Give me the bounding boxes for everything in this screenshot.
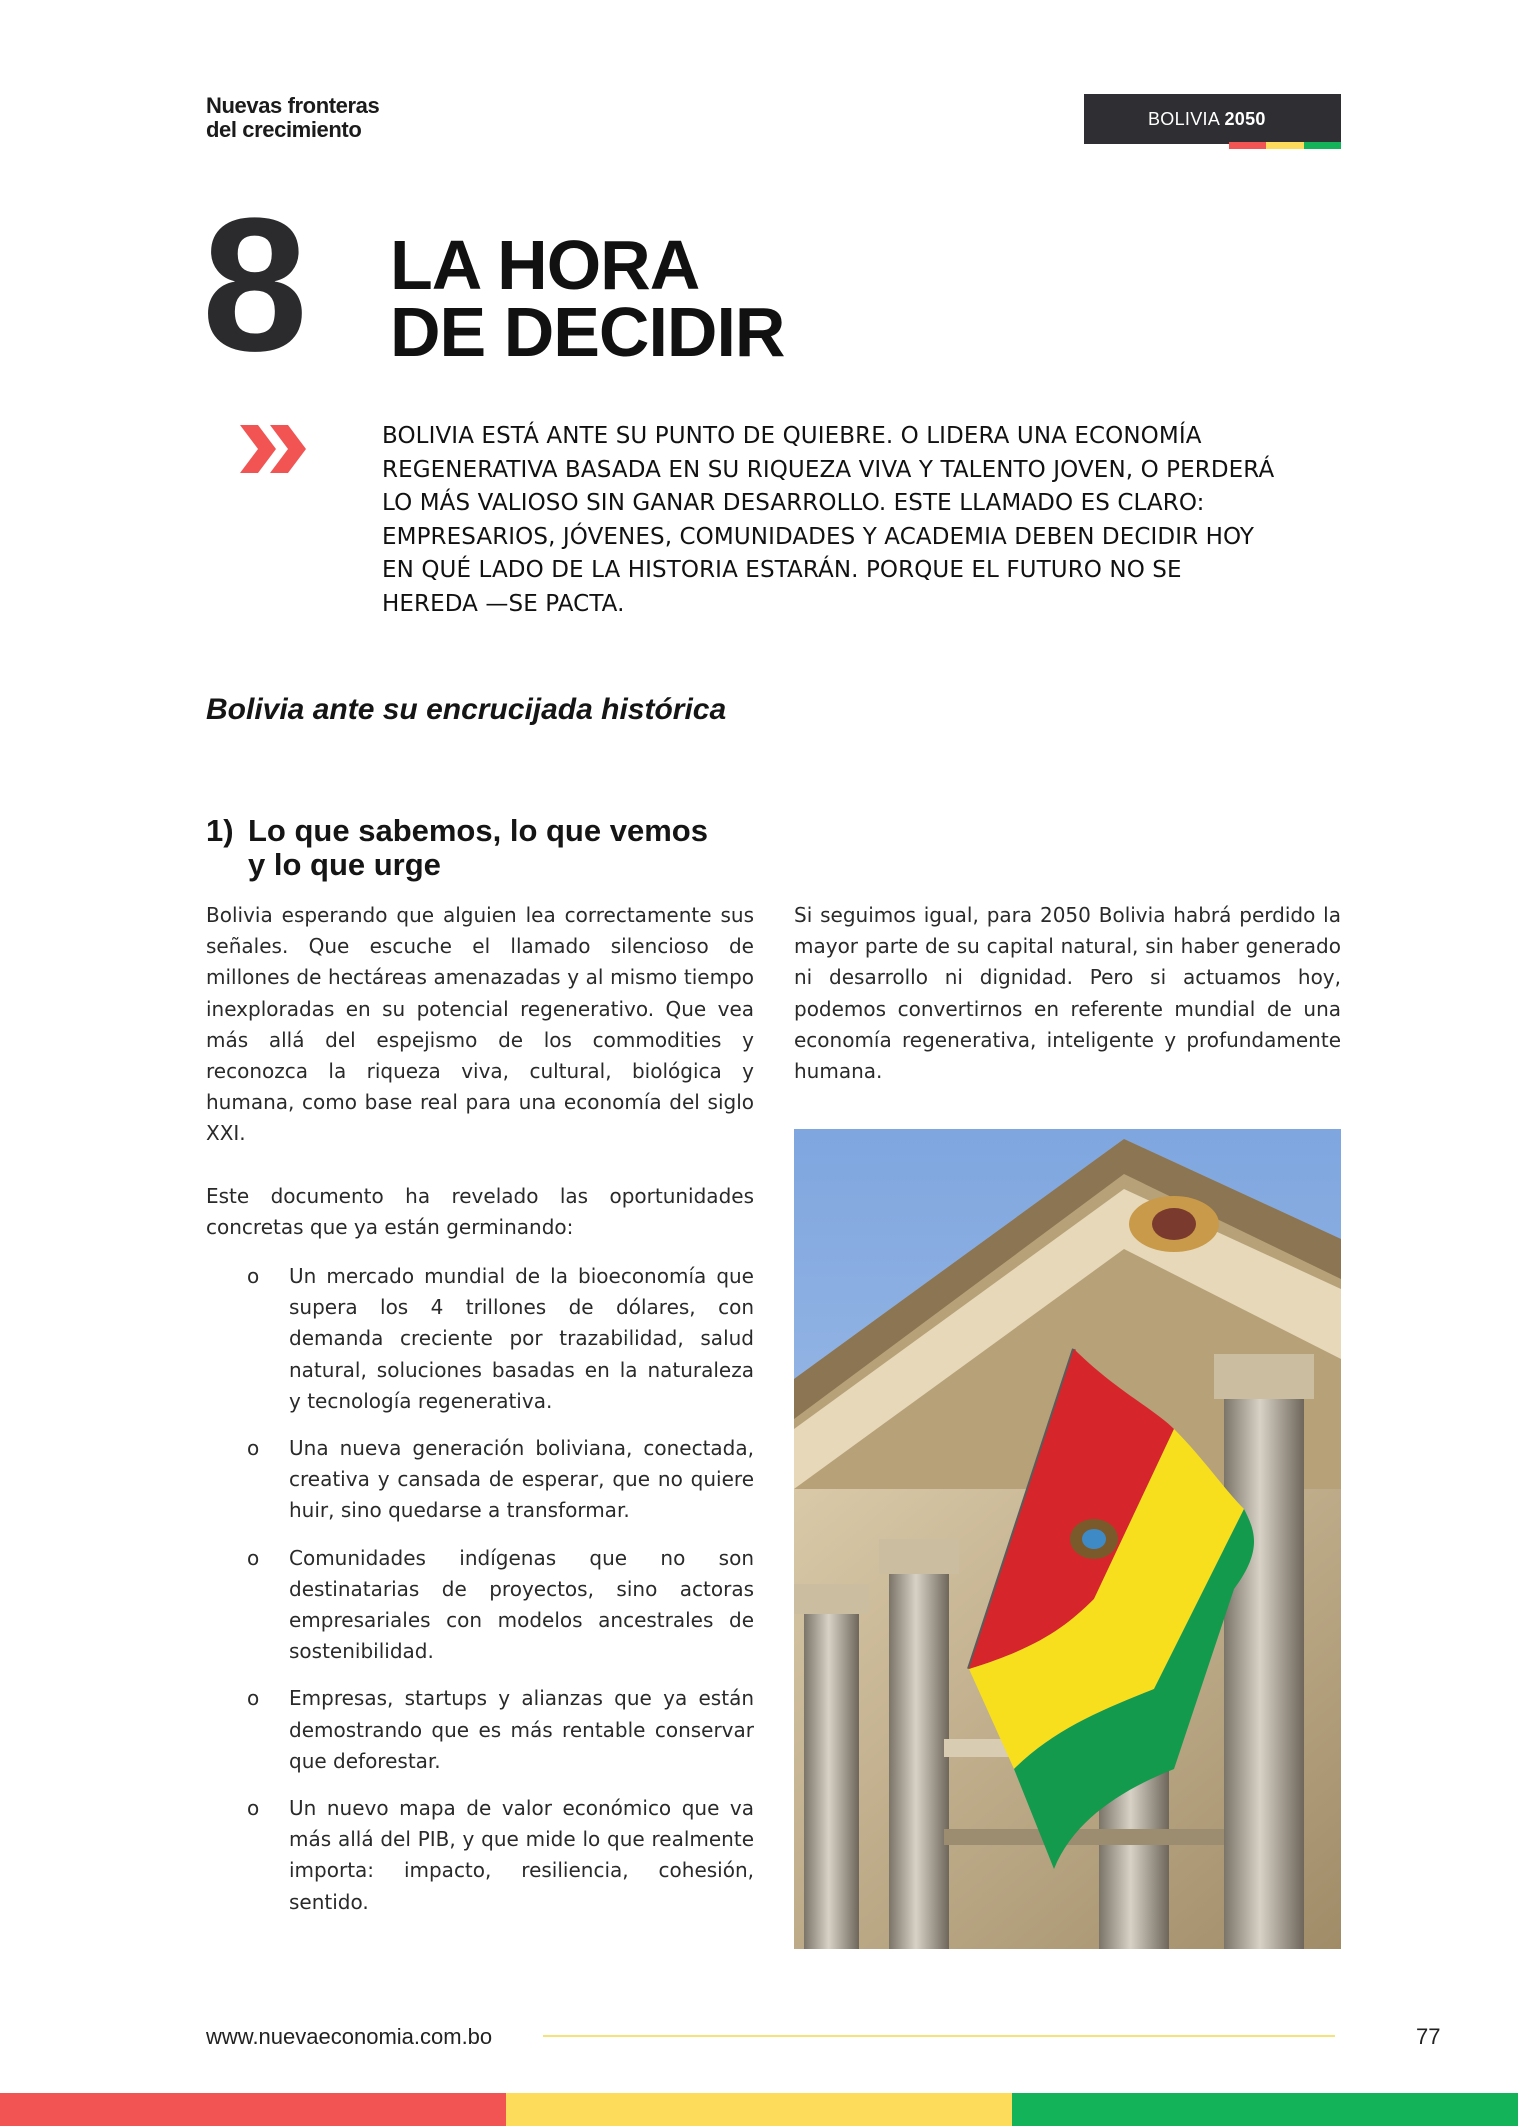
footer-flag-stripes [0,2093,1518,2126]
left-column [206,900,754,1934]
list-item [206,1793,754,1918]
chapter-title-line-2: DE DECIDIR [390,293,785,371]
header-brand [206,94,379,142]
chapter-title-line-1: LA HORA [390,226,700,304]
bullet-marker: o [247,1796,260,1821]
subheading [206,814,708,882]
list-item-text: Una nueva generación boliviana, conectada, creativa y cansada de esperar, que no quiere huir, sino quedarse a transformar. [289,1436,754,1523]
page-number: 77 [1416,2024,1441,2049]
footer-stripe-yellow [506,2093,1012,2126]
badge-stripe-red [1229,142,1266,149]
subheading-line-2: y lo que urge [248,847,441,882]
list-item [206,1543,754,1668]
footer-stripe-green [1012,2093,1518,2126]
left-paragraph-1: Bolivia esperando que alguien lea correctamente sus señales. Que escuche el llamado silencioso de millones de hectáreas amenazadas y al mismo tiempo inexploradas en su potencial regenerativo. Que vea más allá del espejismo de los commodities y reconozca la riqueza viva, cultural, biológica y humana, como base real para una economía del siglo XXI. [206,903,754,1146]
footer-website-link[interactable]: www.nuevaeconomia.com.bo [206,2024,493,2049]
bullet-marker: o [247,1686,260,1711]
chapter-number: 8 [202,179,302,391]
badge-stripe-yellow [1266,142,1303,149]
bolivia-2050-badge [1084,94,1341,144]
footer-stripe-red [0,2093,506,2126]
bullet-marker: o [247,1545,260,1570]
list-item-text: Empresas, startups y alianzas que ya están demostrando que es más rentable conservar que deforestar. [289,1686,754,1773]
list-item-text: Comunidades indígenas que no son destinatarias de proyectos, sino actoras empresariales con modelos ancestrales de sostenibilidad. [289,1545,754,1664]
right-paragraph-1: Si seguimos igual, para 2050 Bolivia habrá perdido la mayor parte de su capital natural, sin haber generado ni desarrollo ni dignidad. Pero si actuamos hoy, podemos convertirnos en referente mundial de una economía regenerativa, inteligente y profundamente humana. [794,903,1341,1084]
list-item-text: Un nuevo mapa de valor económico que va más allá del PIB, y que mide lo que realmente importa: impacto, resiliencia, cohesión, sentido. [289,1796,754,1914]
badge-year: 2050 [1224,109,1266,129]
brand-line-2: del crecimiento [206,117,362,142]
section-heading: Bolivia ante su encrucijada histórica [206,693,727,726]
brand-line-1: Nuevas fronteras [206,93,380,118]
badge-flag-stripes [1229,142,1341,149]
footer-divider [543,2035,1335,2037]
subheading-number: 1) [206,813,234,848]
badge-stripe-green [1304,142,1341,149]
badge-word: BOLIVIA [1148,109,1220,129]
double-chevron-right-icon [240,425,310,473]
list-item [206,1433,754,1527]
right-column [794,900,1341,1087]
badge-text [1148,108,1266,130]
left-paragraph-2: Este documento ha revelado las oportunidades concretas que ya están germinando: [206,1183,754,1239]
opportunities-list [206,1261,754,1918]
bolivian-flag-building-photo [794,1129,1341,1949]
subheading-line-1: Lo que sabemos, lo que vemos [248,813,708,848]
list-item [206,1261,754,1417]
lead-paragraph: BOLIVIA ESTÁ ANTE SU PUNTO DE QUIEBRE. O LIDERA UNA ECONOMÍA REGENERATIVA BASADA EN SU RIQUEZA VIVA Y TALENTO JOVEN, O PERDERÁ LO MÁS VALIOSO SIN GANAR DESARROLLO. ESTE LLAMADO ES CLARO: EMPRESARIOS, JÓVENES, COMUNIDADES Y ACADEMIA DEBEN DECIDIR HOY EN QUÉ LADO DE LA HISTORIA ESTARÁN. PORQUE EL FUTURO NO SE HEREDA —SE PACTA. [382,423,1275,617]
chapter-title [390,226,785,371]
bullet-marker: o [247,1264,260,1289]
list-item-text: Un mercado mundial de la bioeconomía que supera los 4 trillones de dólares, con demanda creciente por trazabilidad, salud natural, soluciones basadas en la naturaleza y tecnología regenerativa. [289,1264,754,1413]
bullet-marker: o [247,1436,260,1461]
list-item [206,1683,754,1777]
